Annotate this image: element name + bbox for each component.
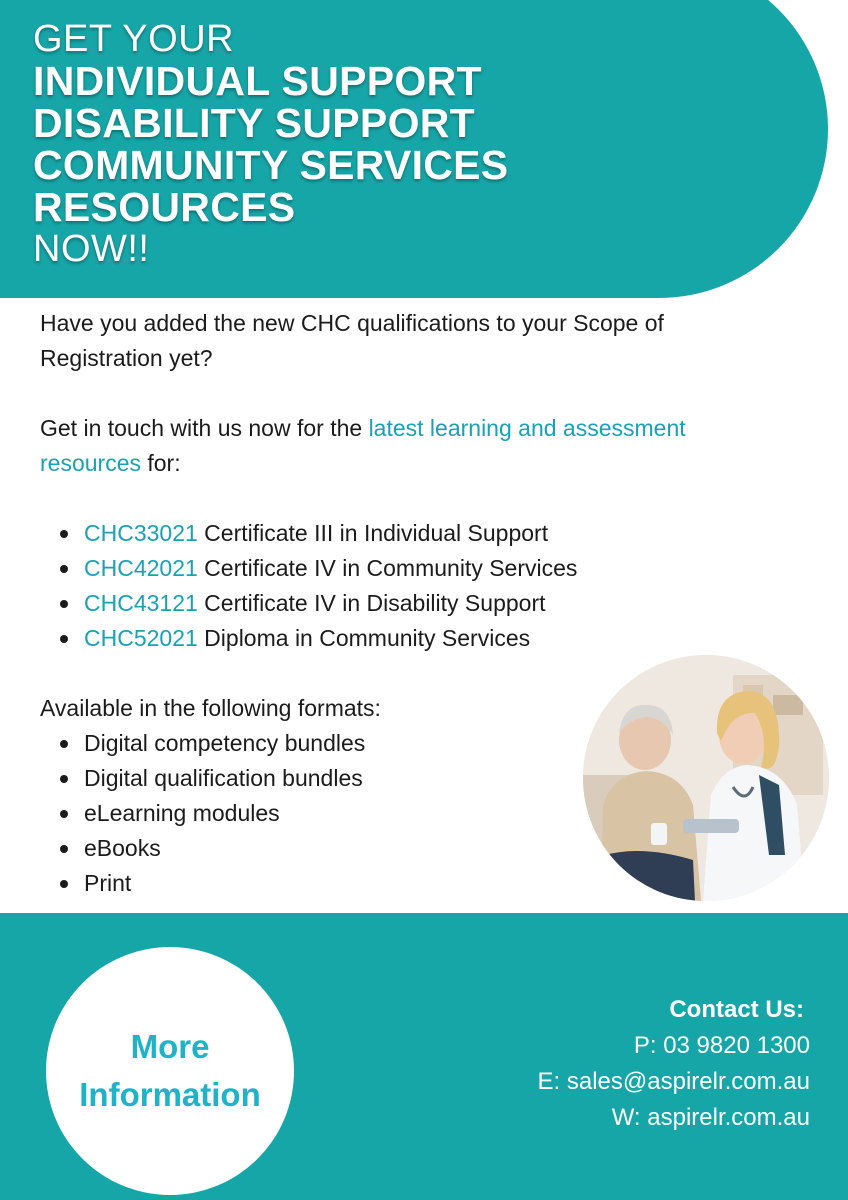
header-line-now: NOW!! xyxy=(33,228,150,270)
qualification-item xyxy=(40,551,760,586)
intro-question: Have you added the new CHC qualifications to your Scope of Registration yet? xyxy=(40,310,664,371)
qualification-item xyxy=(40,586,760,621)
caregiver-photo xyxy=(583,655,829,901)
header-line-individual-support: INDIVIDUAL SUPPORT xyxy=(33,58,482,104)
qualification-title: Diploma in Community Services xyxy=(197,625,531,651)
more-information-line1: More xyxy=(130,1028,210,1065)
qualification-title: Certificate IV in Disability Support xyxy=(197,590,546,616)
format-item: Digital competency bundles xyxy=(40,726,760,761)
resources-link[interactable]: latest learning and assessment resources xyxy=(40,415,686,476)
intro-touch-prefix: Get in touch with us now for the xyxy=(40,415,369,441)
more-information-button[interactable] xyxy=(46,947,294,1195)
qualification-title: Certificate IV in Community Services xyxy=(197,555,578,581)
more-information-line2: Information xyxy=(79,1076,261,1113)
qualification-title: Certificate III in Individual Support xyxy=(197,520,549,546)
qualification-item xyxy=(40,516,760,551)
qualification-code-link[interactable]: CHC33021 xyxy=(84,520,198,546)
header-title xyxy=(33,18,508,270)
qualification-code-link[interactable]: CHC43121 xyxy=(84,590,198,616)
format-item: eLearning modules xyxy=(40,796,760,831)
header-line-get-your: GET YOUR xyxy=(33,18,235,60)
qualification-code-link[interactable]: CHC52021 xyxy=(84,625,198,651)
contact-block xyxy=(538,992,810,1136)
qualification-item xyxy=(40,621,760,656)
caregiver-photo-illustration xyxy=(583,655,829,901)
formats-heading: Available in the following formats: xyxy=(40,695,381,721)
format-item: eBooks xyxy=(40,831,760,866)
contact-email[interactable]: E: sales@aspirelr.com.au xyxy=(537,1068,810,1095)
intro-touch-suffix: for: xyxy=(140,450,181,476)
qualification-code-link[interactable]: CHC42021 xyxy=(84,555,198,581)
contact-phone[interactable]: P: 03 9820 1300 xyxy=(633,1032,810,1059)
header-line-community-services: COMMUNITY SERVICES xyxy=(33,142,509,188)
format-item: Digital qualification bundles xyxy=(40,761,760,796)
format-item: Print xyxy=(40,866,760,901)
contact-title: Contact Us: xyxy=(669,996,804,1023)
qualification-list xyxy=(40,516,760,656)
header-line-disability-support: DISABILITY SUPPORT xyxy=(33,100,476,146)
intro-touch xyxy=(40,411,760,481)
contact-website[interactable]: W: aspirelr.com.au xyxy=(611,1104,810,1131)
header-line-resources: RESOURCES xyxy=(33,184,296,230)
